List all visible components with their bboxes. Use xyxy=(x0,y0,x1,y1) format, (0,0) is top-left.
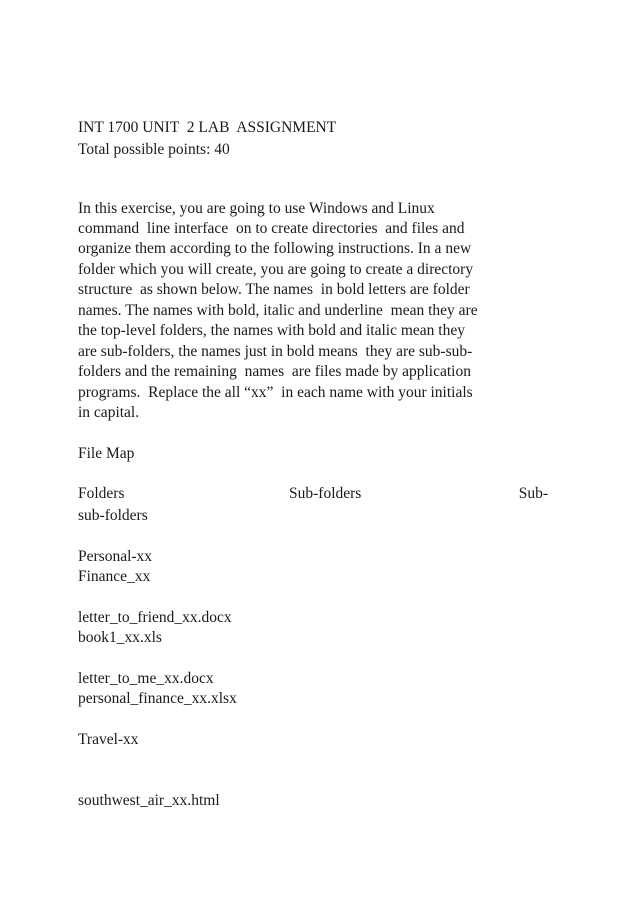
subsubfolders-column-header: Sub- xyxy=(518,485,548,502)
folders-column-header: Folders xyxy=(78,485,125,502)
intro-line: the top-level folders, the names with bold and italic mean they xyxy=(78,322,465,339)
intro-line: organize them according to the following instructions. In a new xyxy=(78,240,472,257)
file-letter-to-me: letter_to_me_xx.docx xyxy=(78,670,214,687)
intro-line: programs. Replace the all “xx” in each name with your initials xyxy=(78,384,473,401)
intro-line: structure as shown below. The names in bold letters are folder xyxy=(78,281,470,298)
file-book1: book1_xx.xls xyxy=(78,629,162,646)
total-points: Total possible points: 40 xyxy=(78,141,230,158)
folder-travel: Travel-xx xyxy=(78,731,139,748)
file-map-heading: File Map xyxy=(78,445,135,462)
file-southwest-air: southwest_air_xx.html xyxy=(78,792,220,809)
subfolders-column-header: Sub-folders xyxy=(289,485,362,502)
file-map-column-headers xyxy=(78,485,548,505)
file-personal-finance: personal_finance_xx.xlsx xyxy=(78,690,237,707)
intro-line: command line interface on to create directories and files and xyxy=(78,220,465,237)
folder-personal: Personal-xx xyxy=(78,548,153,565)
intro-line: in capital. xyxy=(78,404,140,421)
intro-line: folders and the remaining names are files made by application xyxy=(78,363,471,380)
intro-line: names. The names with bold, italic and underline mean they are xyxy=(78,302,478,319)
intro-line: In this exercise, you are going to use Windows and Linux xyxy=(78,200,435,217)
subsubfolders-column-header-continued: sub-folders xyxy=(78,507,148,524)
subfolder-finance: Finance_xx xyxy=(78,568,151,585)
intro-line: are sub-folders, the names just in bold means they are sub-sub- xyxy=(78,343,473,360)
file-letter-to-friend: letter_to_friend_xx.docx xyxy=(78,609,232,626)
assignment-title: INT 1700 UNIT 2 LAB ASSIGNMENT xyxy=(78,119,337,136)
intro-line: folder which you will create, you are going to create a directory xyxy=(78,261,474,278)
